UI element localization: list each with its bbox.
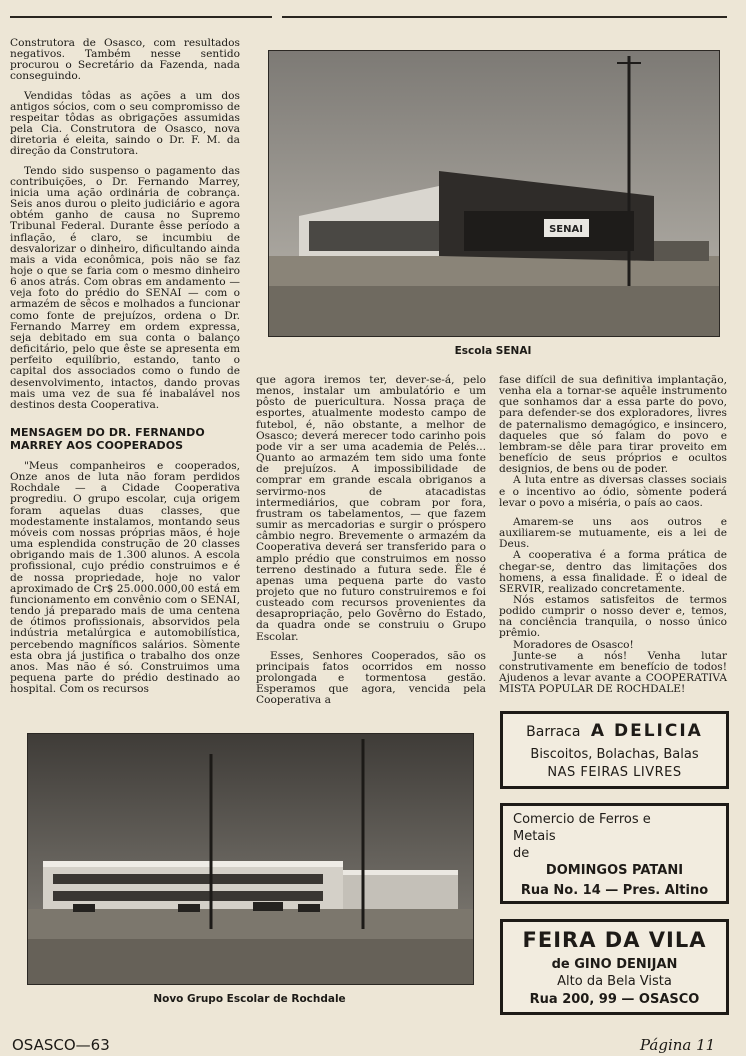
ad-line: Rua 200, 99 — OSASCO	[529, 992, 700, 1007]
paragraph: A cooperativa é a forma prática de chegar-se, dentro das limitações dos homens, a essa finalidade. É o ideal de SERVIR, realizado concretamente.	[499, 549, 727, 595]
paragraph: Nós estamos satisfeitos de termos podido cumprir o nosso dever e, temos, na conciência tranquila, o nosso único prêmio.	[499, 593, 727, 640]
ad-domingos-patani	[500, 803, 729, 904]
paragraph: Junte-se a nós! Venha lutar construtivamente em benefício de todos! Ajudenos a levar avante a COOPERATIVA MISTA POPULAR DE ROCHDALE!	[499, 649, 727, 696]
senai-photo	[268, 50, 720, 337]
ad-line: Biscoitos, Bolachas, Balas	[530, 747, 699, 762]
ad-text: Barraca	[526, 724, 581, 740]
paragraph: que agora iremos ter, dever-se-á, pelo menos, instalar um ambulatório e um pôsto de puericultura. Nossa praça de esportes, atualmente modesto campo de futebol, é, não obstante, a melhor de Osasco; deverá merecer todo carinho pois pode vir a ser uma academia de Pelés... Quanto ao armazém tem sido uma fonte de prejuízos. A impossibilidade de comprar em grande escala obriganos a servirmo-nos de atacadistas intermediários, que cobram por fora, frustram os tabelamentos, — que fazem sumir as mercadorias e surgir o próspero câmbio negro. Brevemente o armazém da Cooperativa deverá ser transferido para o amplo prédio que construimos em nosso terreno destinado a futura sede. Êle é apenas uma pequena parte do vasto projeto que no futuro construiremos e foi custeado com recursos provenientes da desapropriação, pelo Govêrno do Estado, da quadra onde se construiu o Grupo Escolar.	[256, 374, 486, 643]
paragraph: Vendidas tôdas as ações a um dos antigos sócios, com o seu compromisso de respeitar tôdas as obrigações assumidas pela Cia. Construtora de Osasco, nova diretoria é eleita, saindo o Dr. F. M. da direção da Construtora.	[10, 89, 240, 158]
footer-issue: OSASCO—63	[12, 1036, 110, 1054]
paragraph: A luta entre as diversas classes sociais e o incentivo ao ódio, sòmente poderá levar o povo a miséria, o país ao caos.	[499, 474, 727, 509]
column-3	[499, 375, 727, 695]
ad-brand: A DELICIA	[590, 721, 703, 741]
ad-feira-da-vila	[500, 919, 729, 1015]
paragraph: Moradores de Osasco!	[513, 638, 634, 651]
paragraph: Esses, Senhores Cooperados, são os principais fatos ocorridos em nosso prolongada e tormentosa gestão. Esperamos que agora, vencida pela Cooperativa a	[256, 649, 486, 707]
ad-line: Comercio de Ferros e	[513, 812, 651, 827]
top-rule-right	[282, 16, 727, 18]
paragraph: fase difícil de sua definitiva implantação, venha ela a tornar-se aquêle instrumento que sonhamos dar a essa parte do povo, para defender-se dos exploradores, livres de paternalismo demagógico, e insincero, daqueles que só falam do povo e lembram-se dêle para tirar proveito em benefício de seus próprios e ocultos designios, de bens ou de poder.	[499, 374, 727, 476]
senai-photo-caption: Escola SENAI	[454, 345, 532, 357]
ad-line: de	[513, 846, 530, 861]
ad-line: Metais	[513, 829, 556, 844]
paragraph: "Meus companheiros e cooperados, Onze anos de luta não foram perdidos Rochdale — a Cidade Cooperativa progrediu. O grupo escolar, cuja origem foram aquelas duas classes, que modestamente instalamos, montando seus móveis com nossas próprias mãos, é hoje uma esplendida construção de 20 classes obrigando mais de 1.300 alunos. A escola profissional, cujo prédio construimos e é de nossa propriedade, hoje no valor aproximado de Cr$ 25.000.000,00 está em funcionamento em convênio com o SENAI, tendo já preparado mais de uma centena de ótimos profissionais, absorvidos pela indústria metalúrgica e automobilística, percebendo magníficos salários. Sòmente esta obra já justifica o trabalho dos onze anos. Mas não é só. Construimos uma pequena parte do prédio destinado ao hospital. Com os recursos	[10, 460, 240, 696]
ad-line	[503, 721, 726, 741]
footer-page-number: Página 11	[640, 1036, 716, 1054]
school-photo	[27, 733, 474, 985]
paragraph: Tendo sido suspenso o pagamento das contribuições, o Dr. Fernando Marrey, inicia uma ação ordinária de cobrança. Seis anos durou o pleito judiciário e agora obtém ganho de causa no Supremo Tribunal Federal. Durante êsse período a inflação, é claro, se incumbiu de desvalorizar o dinheiro, dificultando ainda mais a vida econômica, pois não se faz hoje o que se faria com o mesmo dinheiro 6 anos atrás. Com obras em andamento — veja foto do prédio do SENAI — com o armazém de sêcos e molhados a funcionar como fonte de prejuízos, ordena o Dr. Fernando Marrey em ordem expressa, seja debitado em sua conta o balanço deficitário, pelo que êste se apresenta em perfeito equilíbrio, estando, tanto o capital dos associados como o fundo de desenvolvimento, intactos, dando provas mais uma vez de sua fé inabalável nos destinos desta Cooperativa.	[10, 164, 240, 411]
ad-line: Rua No. 14 — Pres. Altino	[520, 883, 709, 898]
section-heading: MENSAGEM DO DR. FERNANDO MARREY AOS COOPERADOS	[10, 426, 205, 452]
ad-line: de GINO DENIJAN	[551, 957, 678, 972]
column-2	[256, 375, 486, 707]
ad-line: FEIRA DA VILA	[522, 928, 707, 952]
paragraph: Amarem-se uns aos outros e auxiliarem-se mutuamente, eis a lei de Deus.	[499, 515, 727, 551]
school-photo-caption: Novo Grupo Escolar de Rochdale	[153, 993, 346, 1005]
senai-photo-illustration	[269, 51, 719, 336]
senai-sign-text: SENAI	[549, 224, 583, 235]
ad-line: DOMINGOS PATANI	[545, 863, 684, 878]
top-rule-left	[10, 16, 272, 18]
ad-a-delicia	[500, 711, 729, 789]
paragraph: Construtora de Osasco, com resultados negativos. Também nesse sentido procurou o Secretário da Fazenda, nada conseguindo.	[10, 37, 240, 83]
ad-line: Alto da Bela Vista	[557, 974, 672, 989]
column-1	[10, 38, 240, 695]
ad-line: NAS FEIRAS LIVRES	[547, 765, 682, 780]
school-photo-illustration	[28, 734, 473, 984]
